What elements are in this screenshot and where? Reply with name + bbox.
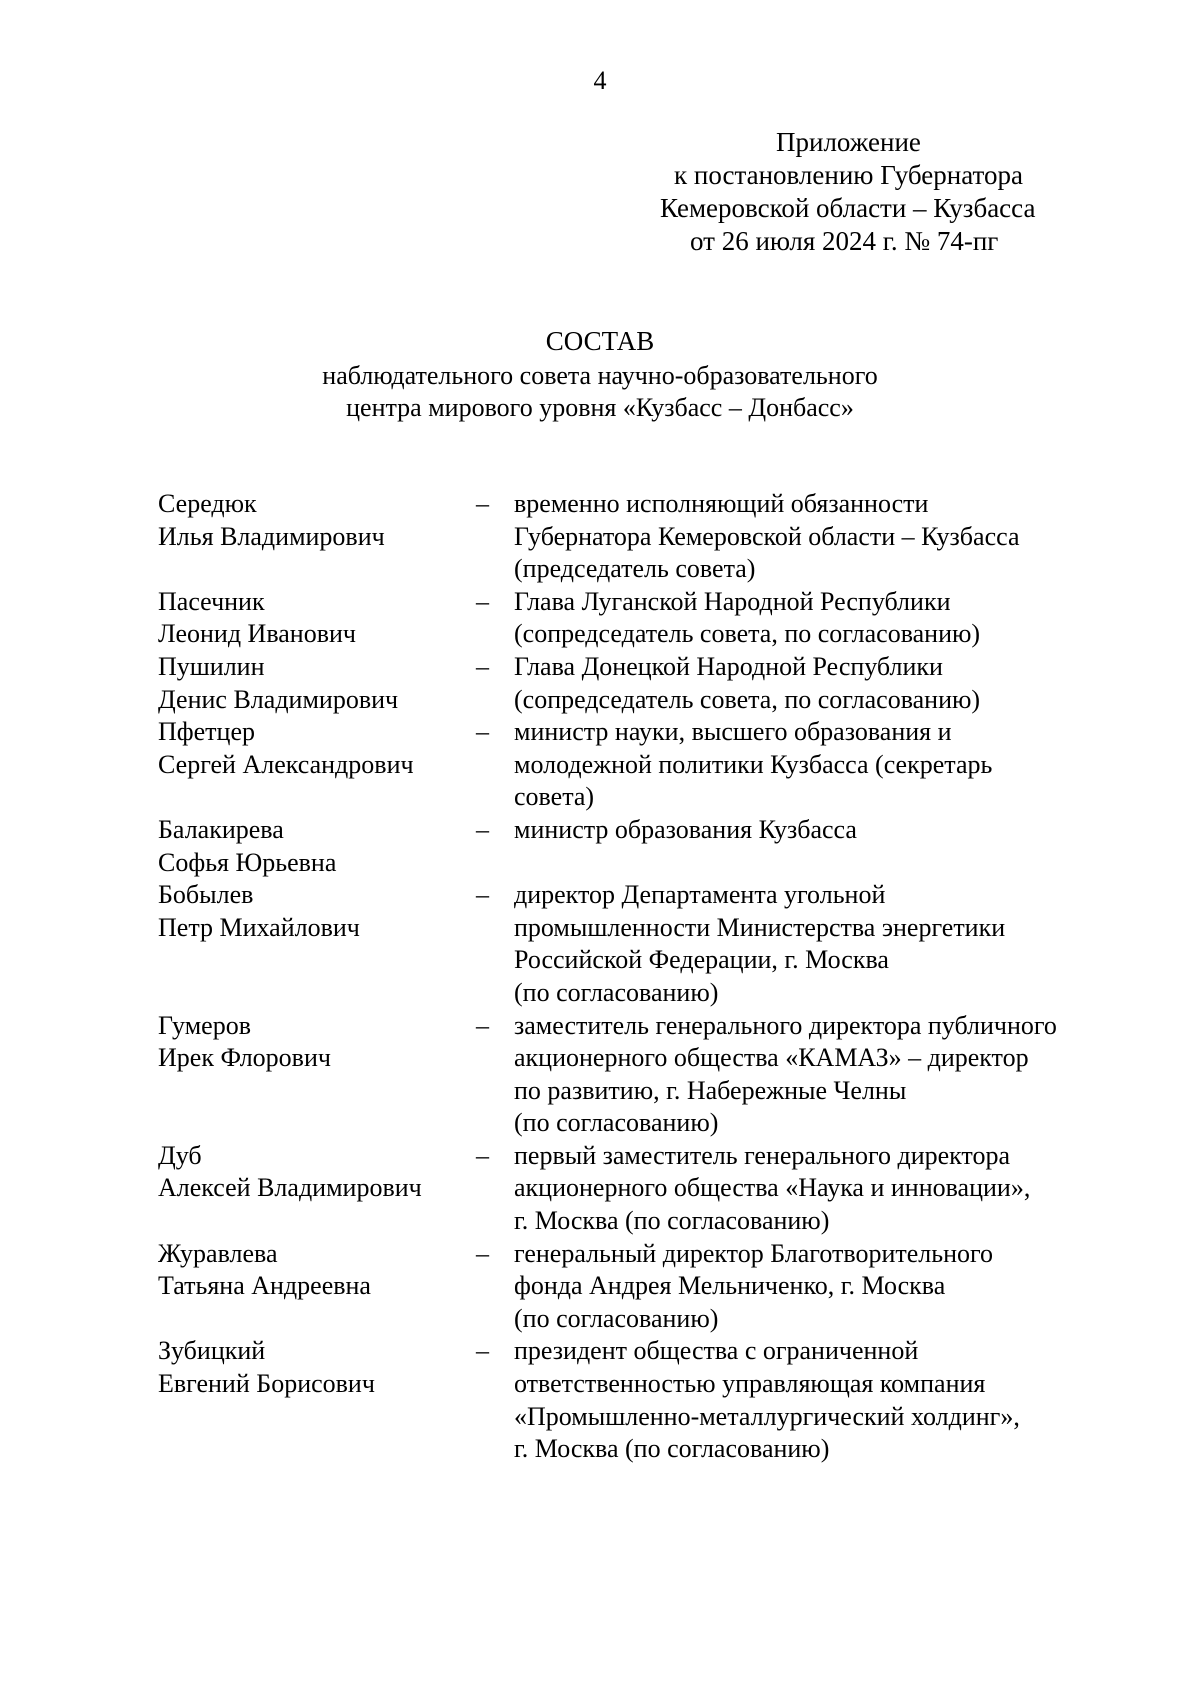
member-name bbox=[158, 488, 476, 586]
document-title-block bbox=[0, 326, 1200, 424]
member-role-line: первый заместитель генерального директора bbox=[514, 1140, 1010, 1170]
member-row bbox=[158, 1335, 1118, 1465]
appendix-line: Кемеровской области – Кузбасса bbox=[660, 193, 1036, 223]
appendix-header bbox=[660, 126, 1120, 258]
member-dash: – bbox=[476, 586, 489, 616]
member-role bbox=[514, 1140, 1118, 1238]
member-given-name: Денис Владимирович bbox=[158, 684, 399, 714]
member-role-line: промышленности Министерства энергетики bbox=[514, 912, 1006, 942]
member-surname: Пушилин bbox=[158, 651, 265, 681]
member-role-line: министр науки, высшего образования и bbox=[514, 717, 952, 747]
member-given-name: Софья Юрьевна bbox=[158, 847, 337, 877]
member-role bbox=[514, 1335, 1118, 1465]
member-role-line: акционерного общества «КАМАЗ» – директор bbox=[514, 1043, 1029, 1073]
member-role-line: (сопредседатель совета, по согласованию) bbox=[514, 619, 981, 649]
document-title: СОСТАВ bbox=[545, 326, 655, 356]
member-given-name: Алексей Владимирович bbox=[158, 1173, 422, 1203]
member-role bbox=[514, 716, 1118, 814]
member-role-line: (сопредседатель совета, по согласованию) bbox=[514, 684, 981, 714]
member-role bbox=[514, 814, 1118, 879]
member-role-line: (по согласованию) bbox=[514, 977, 719, 1007]
members-list bbox=[158, 488, 1118, 1466]
member-row bbox=[158, 586, 1118, 651]
member-role-line: по развитию, г. Набережные Челны bbox=[514, 1075, 907, 1105]
member-dash: – bbox=[476, 1336, 489, 1366]
member-role-line: директор Департамента угольной bbox=[514, 880, 886, 910]
member-row bbox=[158, 716, 1118, 814]
member-surname: Зубицкий bbox=[158, 1336, 266, 1366]
member-role-line: (по согласованию) bbox=[514, 1303, 719, 1333]
member-role-line: совета) bbox=[514, 782, 595, 812]
member-role-line: генеральный директор Благотворительного bbox=[514, 1238, 994, 1268]
member-role-line: министр образования Кузбасса bbox=[514, 814, 857, 844]
member-role-line: фонда Андрея Мельниченко, г. Москва bbox=[514, 1271, 946, 1301]
member-role-line: (по согласованию) bbox=[514, 1108, 719, 1138]
member-role-line: Российской Федерации, г. Москва bbox=[514, 945, 889, 975]
member-surname: Дуб bbox=[158, 1140, 202, 1170]
member-row bbox=[158, 1140, 1118, 1238]
member-dash: – bbox=[476, 880, 489, 910]
member-role-line: заместитель генерального директора публичного bbox=[514, 1010, 1057, 1040]
member-dash: – bbox=[476, 1140, 489, 1170]
member-name bbox=[158, 879, 476, 1009]
member-role bbox=[514, 879, 1118, 1009]
member-given-name: Петр Михайлович bbox=[158, 912, 360, 942]
member-given-name: Татьяна Андреевна bbox=[158, 1271, 371, 1301]
member-role bbox=[514, 586, 1118, 651]
member-role-line: президент общества с ограниченной bbox=[514, 1336, 919, 1366]
member-surname: Гумеров bbox=[158, 1010, 251, 1040]
member-given-name: Ирек Флорович bbox=[158, 1043, 331, 1073]
member-name bbox=[158, 1010, 476, 1140]
member-surname: Бобылев bbox=[158, 880, 254, 910]
member-name bbox=[158, 1140, 476, 1238]
member-surname: Журавлева bbox=[158, 1238, 278, 1268]
document-subtitle-line: центра мирового уровня «Кузбасс – Донбасс» bbox=[346, 393, 854, 422]
member-given-name: Евгений Борисович bbox=[158, 1369, 375, 1399]
member-dash: – bbox=[476, 489, 489, 518]
member-role-line: ответственностью управляющая компания bbox=[514, 1369, 986, 1399]
member-role-line: временно исполняющий обязанности bbox=[514, 489, 929, 518]
member-role-line: молодежной политики Кузбасса (секретарь bbox=[514, 749, 993, 779]
page-number: 4 bbox=[593, 66, 607, 95]
member-surname: Пфетцер bbox=[158, 717, 255, 747]
member-role bbox=[514, 488, 1118, 586]
member-role-line: г. Москва (по согласованию) bbox=[514, 1206, 830, 1236]
member-role-line: Глава Донецкой Народной Республики bbox=[514, 651, 943, 681]
member-name bbox=[158, 1335, 476, 1465]
member-role-line: акционерного общества «Наука и инновации», bbox=[514, 1173, 1031, 1203]
member-row bbox=[158, 879, 1118, 1009]
member-role-line: Губернатора Кемеровской области – Кузбасса bbox=[514, 521, 1020, 551]
member-given-name: Леонид Иванович bbox=[158, 619, 356, 649]
member-given-name: Сергей Александрович bbox=[158, 749, 414, 779]
member-name bbox=[158, 651, 476, 716]
member-name bbox=[158, 586, 476, 651]
member-row bbox=[158, 1238, 1118, 1336]
appendix-line: к постановлению Губернатора bbox=[674, 160, 1023, 190]
member-role-line: Глава Луганской Народной Республики bbox=[514, 586, 951, 616]
member-dash: – bbox=[476, 814, 489, 844]
member-role bbox=[514, 1238, 1118, 1336]
member-dash: – bbox=[476, 717, 489, 747]
document-subtitle-line: наблюдательного совета научно-образовательного bbox=[322, 361, 878, 390]
member-dash: – bbox=[476, 1010, 489, 1040]
member-dash: – bbox=[476, 1238, 489, 1268]
member-given-name: Илья Владимирович bbox=[158, 521, 385, 551]
member-row bbox=[158, 814, 1118, 879]
member-name bbox=[158, 814, 476, 879]
member-row bbox=[158, 651, 1118, 716]
member-row bbox=[158, 488, 1118, 586]
member-surname: Середюк bbox=[158, 489, 257, 518]
member-row bbox=[158, 1010, 1118, 1140]
appendix-line: от 26 июля 2024 г. № 74-пг bbox=[690, 226, 999, 256]
member-dash: – bbox=[476, 651, 489, 681]
appendix-line: Приложение bbox=[776, 127, 921, 157]
member-surname: Пасечник bbox=[158, 586, 265, 616]
member-role bbox=[514, 651, 1118, 716]
member-name bbox=[158, 1238, 476, 1336]
member-role-line: г. Москва (по согласованию) bbox=[514, 1434, 830, 1464]
member-surname: Балакирева bbox=[158, 814, 284, 844]
member-role bbox=[514, 1010, 1118, 1140]
member-role-line: «Промышленно-металлургический холдинг», bbox=[514, 1401, 1020, 1431]
member-role-line: (председатель совета) bbox=[514, 554, 756, 584]
member-name bbox=[158, 716, 476, 814]
